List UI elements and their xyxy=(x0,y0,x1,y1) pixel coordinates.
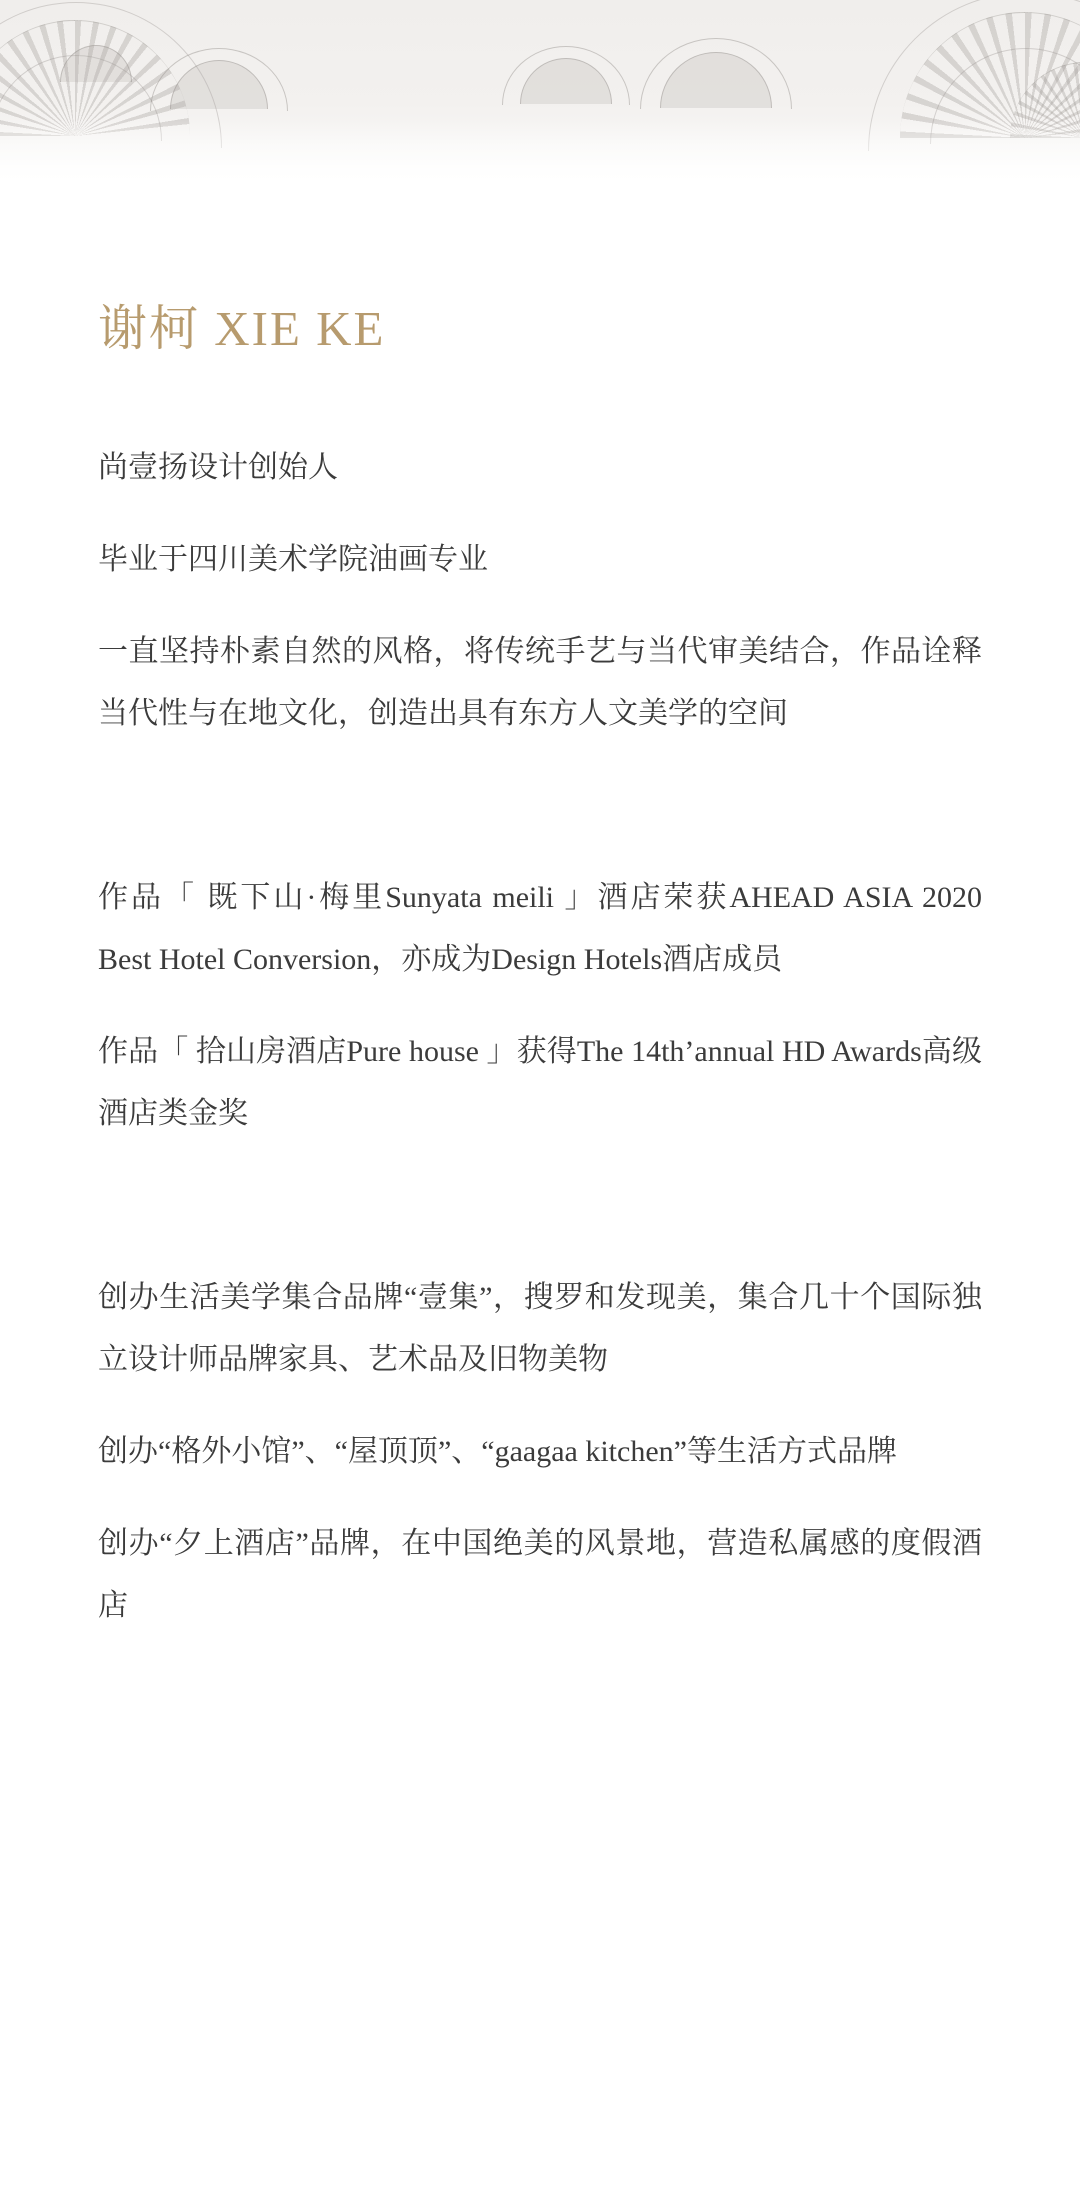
decorative-header-band xyxy=(0,0,1080,190)
article-content xyxy=(0,190,1080,1667)
bio-line-brand-hotel: 创办“夕上酒店”品牌，在中国绝美的风景地，营造私属感的度假酒店 xyxy=(98,1526,982,1622)
bio-line-award-ahead: 作品「 既下山·梅里Sunyata meili 」酒店荣获AHEAD ASIA 2020 Best Hotel Conversion，亦成为Design Hotels酒店成员 xyxy=(98,880,982,976)
cloud-outline-right xyxy=(640,38,792,109)
bio-line-education: 毕业于四川美术学院油画专业 xyxy=(98,542,488,576)
bio-line-founder: 尚壹扬设计创始人 xyxy=(98,450,338,484)
header-fade xyxy=(0,120,1080,190)
bio-line-award-hd: 作品「 拾山房酒店Pure house 」获得The 14th’annual HD Awards高级酒店类金奖 xyxy=(98,1034,982,1130)
paragraph-spacer-2 xyxy=(98,1175,982,1237)
cloud-outline-center-right xyxy=(502,46,630,105)
paragraph-spacer-1 xyxy=(98,775,982,837)
page-title: 谢柯 XIE KE xyxy=(98,301,386,356)
bio-line-brand-lifestyle: 创办“格外小馆”、“屋顶顶”、“gaagaa kitchen”等生活方式品牌 xyxy=(98,1434,897,1468)
biography-body xyxy=(98,437,982,1637)
bio-line-style: 一直坚持朴素自然的风格，将传统手艺与当代审美结合，作品诠释当代性与在地文化，创造出具有东方人文美学的空间 xyxy=(98,634,982,730)
bio-line-brand-yiji: 创办生活美学集合品牌“壹集”，搜罗和发现美，集合几十个国际独立设计师品牌家具、艺术品及旧物美物 xyxy=(98,1280,982,1376)
